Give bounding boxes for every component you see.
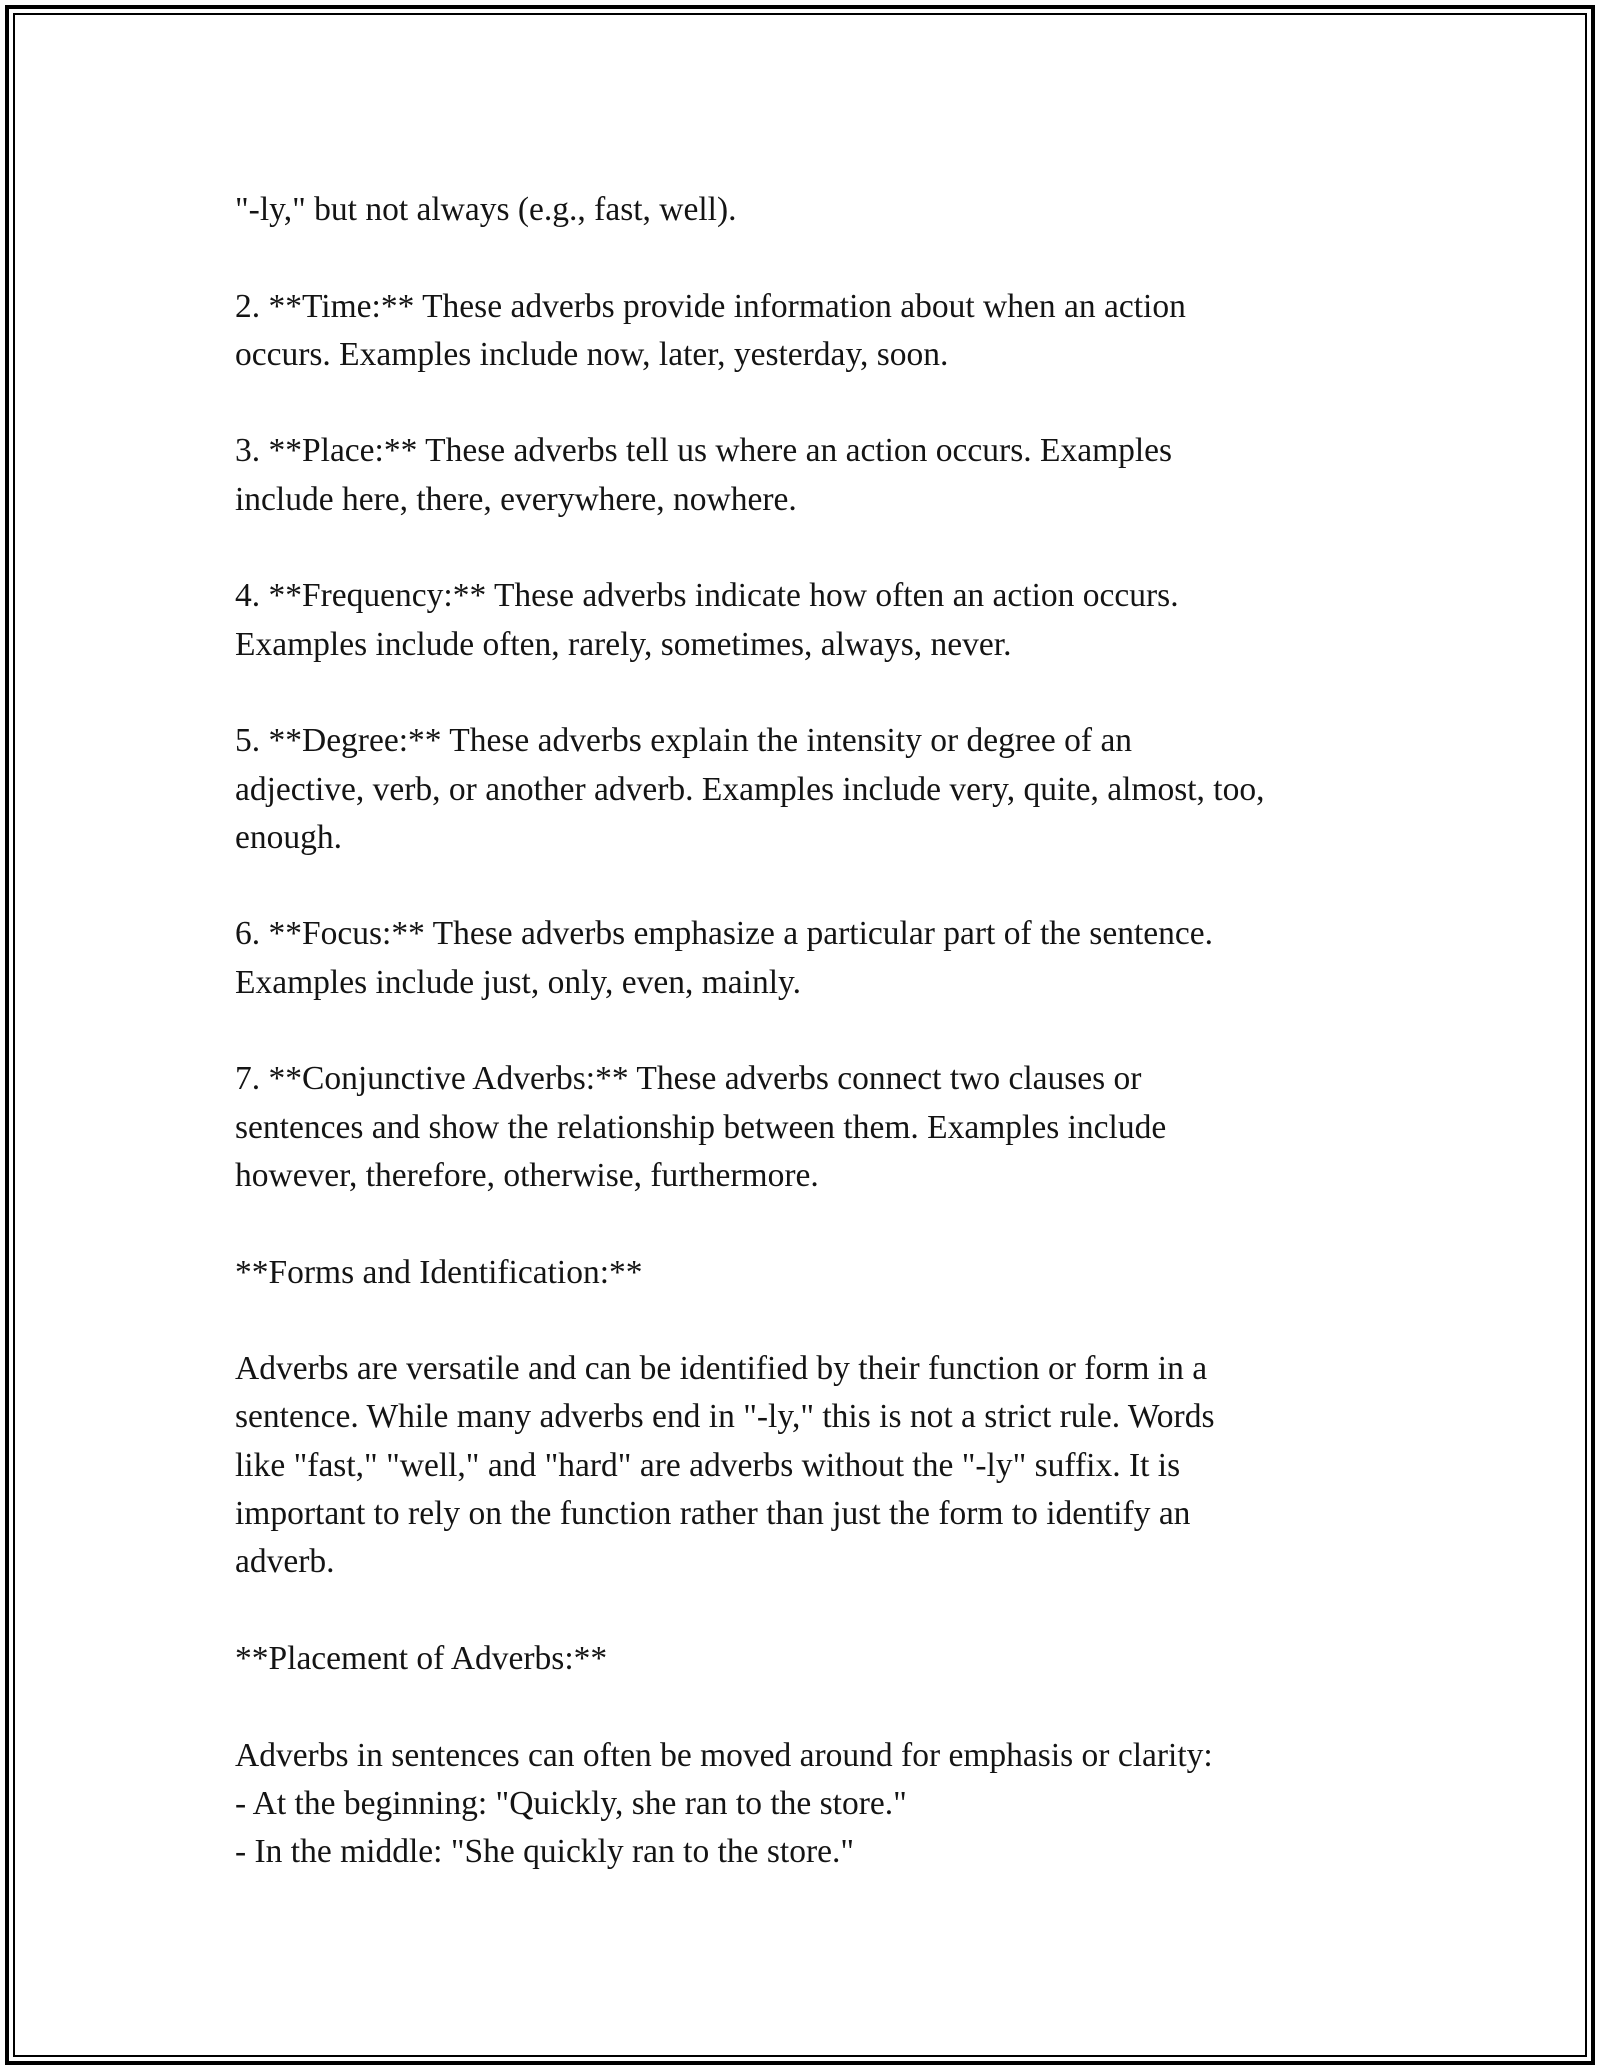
text-line: enough.	[235, 818, 342, 856]
text-line: important to rely on the function rather than just the form to identify an	[235, 1495, 1191, 1533]
text-line: 6. **Focus:** These adverbs emphasize a particular part of the sentence.	[235, 915, 1213, 953]
paragraph-placement	[235, 1732, 1385, 1877]
text-line: Adverbs are versatile and can be identified by their function or form in a	[235, 1350, 1208, 1388]
text-line: Adverbs in sentences can often be moved around for emphasis or clarity:	[235, 1736, 1213, 1774]
section-heading-forms	[235, 1249, 1385, 1297]
text-line: occurs. Examples include now, later, yesterday, soon.	[235, 335, 949, 373]
section-heading-placement	[235, 1635, 1385, 1683]
text-line: 5. **Degree:** These adverbs explain the intensity or degree of an	[235, 722, 1133, 760]
text-line: sentences and show the relationship between them. Examples include	[235, 1108, 1167, 1146]
list-item: - At the beginning: "Quickly, she ran to the store."	[235, 1784, 907, 1822]
text-line: 3. **Place:** These adverbs tell us where an action occurs. Examples	[235, 432, 1173, 470]
paragraph-forms	[235, 1345, 1385, 1586]
text-line: Examples include often, rarely, sometimes, always, never.	[235, 625, 1012, 663]
paragraph-conjunctive	[235, 1055, 1385, 1200]
text-line: **Placement of Adverbs:**	[235, 1639, 608, 1677]
paragraph-frequency	[235, 572, 1385, 669]
text-line: **Forms and Identification:**	[235, 1253, 643, 1291]
list-item: - In the middle: "She quickly ran to the store."	[235, 1833, 855, 1871]
paragraph-time	[235, 283, 1385, 380]
text-line: Examples include just, only, even, mainly.	[235, 963, 801, 1001]
paragraph-continuation	[235, 186, 1385, 234]
document-body	[235, 186, 1385, 1876]
text-line: sentence. While many adverbs end in "-ly," this is not a strict rule. Words	[235, 1398, 1215, 1436]
text-line: adjective, verb, or another adverb. Examples include very, quite, almost, too,	[235, 770, 1265, 808]
text-line: like "fast," "well," and "hard" are adverbs without the "-ly" suffix. It is	[235, 1446, 1181, 1484]
text-line: adverb.	[235, 1543, 335, 1581]
text-line: 7. **Conjunctive Adverbs:** These adverbs connect two clauses or	[235, 1060, 1142, 1098]
text-line: "-ly," but not always (e.g., fast, well).	[235, 191, 737, 228]
text-line: include here, there, everywhere, nowhere.	[235, 480, 797, 518]
text-line: however, therefore, otherwise, furthermore.	[235, 1156, 819, 1194]
text-line: 2. **Time:** These adverbs provide information about when an action	[235, 287, 1186, 325]
paragraph-degree	[235, 717, 1385, 862]
paragraph-focus	[235, 910, 1385, 1007]
text-line: 4. **Frequency:** These adverbs indicate how often an action occurs.	[235, 577, 1179, 615]
paragraph-place	[235, 427, 1385, 524]
